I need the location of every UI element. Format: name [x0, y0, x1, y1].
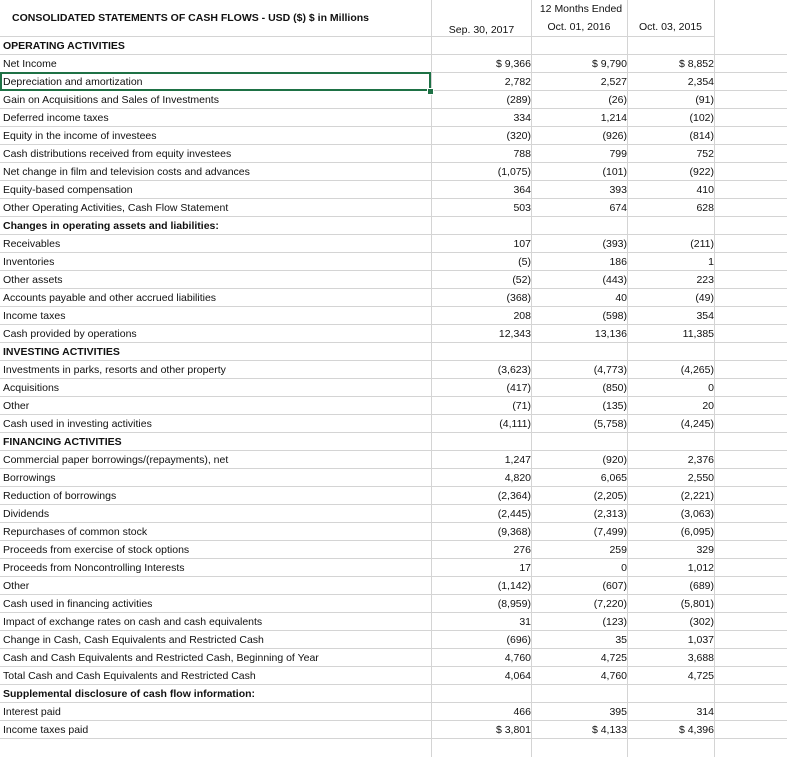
cell-value[interactable]: (3,063)	[680, 508, 714, 520]
cell-value[interactable]: 410	[696, 184, 714, 196]
cell-value[interactable]: 1,247	[504, 454, 531, 466]
row-label: Inventories	[3, 256, 55, 268]
cell-value[interactable]: 20	[702, 400, 714, 412]
row-label: Depreciation and amortization	[3, 76, 143, 88]
cell-value[interactable]: 4,820	[504, 472, 531, 484]
cell-value[interactable]: (417)	[506, 382, 531, 394]
cell-value[interactable]: (91)	[695, 94, 714, 106]
cell-value[interactable]: 4,760	[600, 670, 627, 682]
row-label: Cash and Cash Equivalents and Restricted Cash, Beginning of Year	[3, 652, 319, 664]
table-row[interactable]	[0, 379, 787, 397]
cell-value[interactable]: (6,095)	[680, 526, 714, 538]
cell-value[interactable]: $ 9,366	[495, 58, 531, 70]
cell-value[interactable]: 674	[609, 202, 627, 214]
cell-value[interactable]: (7,220)	[593, 598, 627, 610]
cell-value[interactable]: (368)	[506, 292, 531, 304]
table-row[interactable]	[0, 541, 787, 559]
cell-value[interactable]: 31	[519, 616, 531, 628]
row-label: Cash distributions received from equity investees	[3, 148, 232, 160]
table-row[interactable]	[0, 199, 787, 217]
cell-value[interactable]: 466	[513, 706, 531, 718]
table-row[interactable]	[0, 181, 787, 199]
cell-value[interactable]: 788	[513, 148, 531, 160]
table-row[interactable]	[0, 163, 787, 181]
row-label: Proceeds from Noncontrolling Interests	[3, 562, 185, 574]
table-row[interactable]	[0, 235, 787, 253]
cell-value[interactable]: 799	[609, 148, 627, 160]
row-label: Net Income	[3, 58, 57, 70]
row-label: Impact of exchange rates on cash and cash equivalents	[3, 616, 263, 628]
row-label: Equity-based compensation	[3, 184, 133, 196]
cell-value[interactable]: (302)	[689, 616, 714, 628]
cell-value[interactable]: $ 4,396	[678, 724, 714, 736]
cell-value[interactable]: 11,385	[682, 328, 714, 340]
table-row[interactable]	[0, 487, 787, 505]
cell-value[interactable]: (3,623)	[497, 364, 531, 376]
table-row[interactable]	[0, 451, 787, 469]
cell-value[interactable]: (920)	[602, 454, 627, 466]
row-label: Total Cash and Cash Equivalents and Restricted Cash	[3, 670, 256, 682]
statement-title-cell[interactable]	[0, 0, 432, 37]
table-row[interactable]	[0, 523, 787, 541]
table-row[interactable]	[0, 415, 787, 433]
table-row[interactable]	[0, 667, 787, 685]
cell-value[interactable]: (689)	[689, 580, 714, 592]
row-label: Other assets	[3, 274, 63, 286]
table-row[interactable]	[0, 217, 787, 235]
table-row[interactable]	[0, 433, 787, 451]
cell-value[interactable]: (2,364)	[497, 490, 531, 502]
cell-value[interactable]: 364	[513, 184, 531, 196]
cell-value[interactable]: 208	[513, 310, 531, 322]
table-row[interactable]	[0, 289, 787, 307]
cell-value[interactable]: (598)	[602, 310, 627, 322]
cell-value[interactable]: 1,214	[600, 112, 627, 124]
table-row[interactable]	[0, 631, 787, 649]
cell-value[interactable]: (123)	[602, 616, 627, 628]
cell-value[interactable]: (5,758)	[593, 418, 627, 430]
table-row[interactable]	[0, 91, 787, 109]
cell-value[interactable]: 2,782	[504, 76, 531, 88]
table-row[interactable]	[0, 253, 787, 271]
cell-value[interactable]: (696)	[506, 634, 531, 646]
row-label: Borrowings	[3, 472, 56, 484]
cell-value[interactable]: (289)	[506, 94, 531, 106]
row-label: Other	[3, 400, 30, 412]
cell-value[interactable]: 186	[609, 256, 627, 268]
cell-value[interactable]: $ 9,790	[591, 58, 627, 70]
cell-value[interactable]: (71)	[512, 400, 531, 412]
cell-value[interactable]: 395	[609, 706, 627, 718]
row-label: INVESTING ACTIVITIES	[3, 346, 120, 358]
cell-value[interactable]: (8,959)	[497, 598, 531, 610]
cell-value[interactable]: (135)	[602, 400, 627, 412]
cell-value[interactable]: 259	[609, 544, 627, 556]
cell-value[interactable]: (5,801)	[680, 598, 714, 610]
row-label: Deferred income taxes	[3, 112, 109, 124]
cell-value[interactable]: (9,368)	[497, 526, 531, 538]
table-row[interactable]	[0, 127, 787, 145]
table-row[interactable]	[0, 649, 787, 667]
column-header-2016[interactable]: Oct. 01, 2016	[531, 18, 627, 37]
cell-value[interactable]: 314	[696, 706, 714, 718]
table-row[interactable]	[0, 505, 787, 523]
cell-value[interactable]: 4,064	[504, 670, 531, 682]
row-label: Supplemental disclosure of cash flow information:	[3, 688, 256, 700]
cell-value[interactable]: (2,445)	[497, 508, 531, 520]
cell-value[interactable]: (393)	[602, 238, 627, 250]
cell-value[interactable]: (607)	[602, 580, 627, 592]
cell-value[interactable]: 276	[513, 544, 531, 556]
row-label: Dividends	[3, 508, 50, 520]
table-row[interactable]	[0, 325, 787, 343]
table-row[interactable]	[0, 271, 787, 289]
cell-value[interactable]: 2,527	[600, 76, 627, 88]
table-row[interactable]	[0, 721, 787, 739]
row-label: Other Operating Activities, Cash Flow Statement	[3, 202, 229, 214]
cell-value[interactable]: 35	[615, 634, 627, 646]
row-label: Commercial paper borrowings/(repayments), net	[3, 454, 229, 466]
cell-value[interactable]: (4,773)	[593, 364, 627, 376]
cell-value[interactable]: 0	[708, 382, 714, 394]
cell-value[interactable]: 0	[621, 562, 627, 574]
cell-value[interactable]: (7,499)	[593, 526, 627, 538]
cell-value[interactable]: 752	[696, 148, 714, 160]
cell-value[interactable]: (26)	[608, 94, 627, 106]
cell-value[interactable]: 628	[696, 202, 714, 214]
cell-value[interactable]: (52)	[512, 274, 531, 286]
statement-title: CONSOLIDATED STATEMENTS OF CASH FLOWS - USD ($) $ in Millions	[12, 12, 369, 24]
row-label: Interest paid	[3, 706, 61, 718]
table-row[interactable]	[0, 307, 787, 325]
cell-value[interactable]: 1,037	[687, 634, 714, 646]
row-label: Receivables	[3, 238, 61, 250]
row-label: Cash used in investing activities	[3, 418, 152, 430]
cell-value[interactable]: 4,725	[687, 670, 714, 682]
cell-value[interactable]: 1,012	[687, 562, 714, 574]
cell-value[interactable]: 40	[615, 292, 627, 304]
cell-value[interactable]: (2,205)	[593, 490, 627, 502]
cell-value[interactable]: 2,550	[687, 472, 714, 484]
table-row[interactable]	[0, 577, 787, 595]
cell-value[interactable]: 4,725	[600, 652, 627, 664]
row-label: Cash provided by operations	[3, 328, 137, 340]
cell-value[interactable]: 13,136	[594, 328, 627, 340]
row-label: Gain on Acquisitions and Sales of Investments	[3, 94, 219, 106]
cell-value[interactable]: 329	[696, 544, 714, 556]
cell-value[interactable]: $ 4,133	[591, 724, 627, 736]
table-row[interactable]	[0, 469, 787, 487]
table-row[interactable]	[0, 595, 787, 613]
table-row[interactable]	[0, 613, 787, 631]
cell-value[interactable]: 107	[513, 238, 531, 250]
row-label: Income taxes paid	[3, 724, 89, 736]
table-row[interactable]	[0, 55, 787, 73]
row-label: FINANCING ACTIVITIES	[3, 436, 122, 448]
cell-value[interactable]: 334	[513, 112, 531, 124]
cell-value[interactable]: (814)	[689, 130, 714, 142]
table-row[interactable]	[0, 703, 787, 721]
row-label: Change in Cash, Cash Equivalents and Restricted Cash	[3, 634, 264, 646]
cell-value[interactable]: (2,313)	[593, 508, 627, 520]
row-label: Cash used in financing activities	[3, 598, 153, 610]
table-row[interactable]	[0, 559, 787, 577]
column-header-2017[interactable]: Sep. 30, 2017	[432, 10, 531, 37]
cell-value[interactable]: (850)	[602, 382, 627, 394]
cell-value[interactable]: (1,075)	[497, 166, 531, 178]
cell-value[interactable]: 4,760	[504, 652, 531, 664]
row-label: Net change in film and television costs and advances	[3, 166, 250, 178]
table-row[interactable]	[0, 109, 787, 127]
cell-value[interactable]: 3,688	[687, 652, 714, 664]
row-label: Investments in parks, resorts and other property	[3, 364, 226, 376]
cell-value[interactable]: (922)	[689, 166, 714, 178]
cell-value[interactable]: 12,343	[498, 328, 531, 340]
cell-value[interactable]: 17	[519, 562, 531, 574]
cell-value[interactable]: (49)	[695, 292, 714, 304]
cell-value[interactable]: (320)	[506, 130, 531, 142]
row-label: Changes in operating assets and liabilities:	[3, 220, 219, 232]
cell-value[interactable]: (101)	[602, 166, 627, 178]
cell-value[interactable]: 2,354	[687, 76, 714, 88]
table-row[interactable]	[0, 145, 787, 163]
cell-value[interactable]: 1	[708, 256, 714, 268]
row-label: Proceeds from exercise of stock options	[3, 544, 190, 556]
period-group-header[interactable]: 12 Months Ended	[539, 3, 623, 15]
cell-value[interactable]: (211)	[690, 238, 714, 250]
row-label: Income taxes	[3, 310, 66, 322]
cell-value[interactable]: 2,376	[687, 454, 714, 466]
row-label: Acquisitions	[3, 382, 60, 394]
cell-value[interactable]: (4,245)	[680, 418, 714, 430]
cell-value[interactable]: (1,142)	[497, 580, 531, 592]
row-label: Accounts payable and other accrued liabilities	[3, 292, 217, 304]
row-label: Equity in the income of investees	[3, 130, 157, 142]
cell-value[interactable]: 393	[609, 184, 627, 196]
cell-value[interactable]: (4,111)	[499, 418, 531, 430]
cell-value[interactable]: $ 3,801	[495, 724, 531, 736]
selected-cell-border	[0, 72, 431, 91]
column-header-2015[interactable]: Oct. 03, 2015	[627, 18, 714, 37]
table-row[interactable]	[0, 685, 787, 703]
cell-value[interactable]: $ 8,852	[678, 58, 714, 70]
cell-value[interactable]: (926)	[602, 130, 627, 142]
table-row[interactable]	[0, 397, 787, 415]
row-label: OPERATING ACTIVITIES	[3, 40, 125, 52]
row-label: Other	[3, 580, 30, 592]
table-row[interactable]	[0, 37, 787, 55]
cell-value[interactable]: 6,065	[600, 472, 627, 484]
cell-value[interactable]: (4,265)	[680, 364, 714, 376]
cell-value[interactable]: 223	[696, 274, 714, 286]
row-label: Repurchases of common stock	[3, 526, 148, 538]
row-label: Reduction of borrowings	[3, 490, 117, 502]
cell-value[interactable]: (443)	[602, 274, 627, 286]
table-row[interactable]	[0, 343, 787, 361]
cell-value[interactable]: 503	[513, 202, 531, 214]
cell-value[interactable]: (2,221)	[680, 490, 714, 502]
cell-value[interactable]: 354	[696, 310, 714, 322]
cell-value[interactable]: (102)	[689, 112, 714, 124]
cell-value[interactable]: (5)	[518, 256, 531, 268]
table-row[interactable]	[0, 361, 787, 379]
